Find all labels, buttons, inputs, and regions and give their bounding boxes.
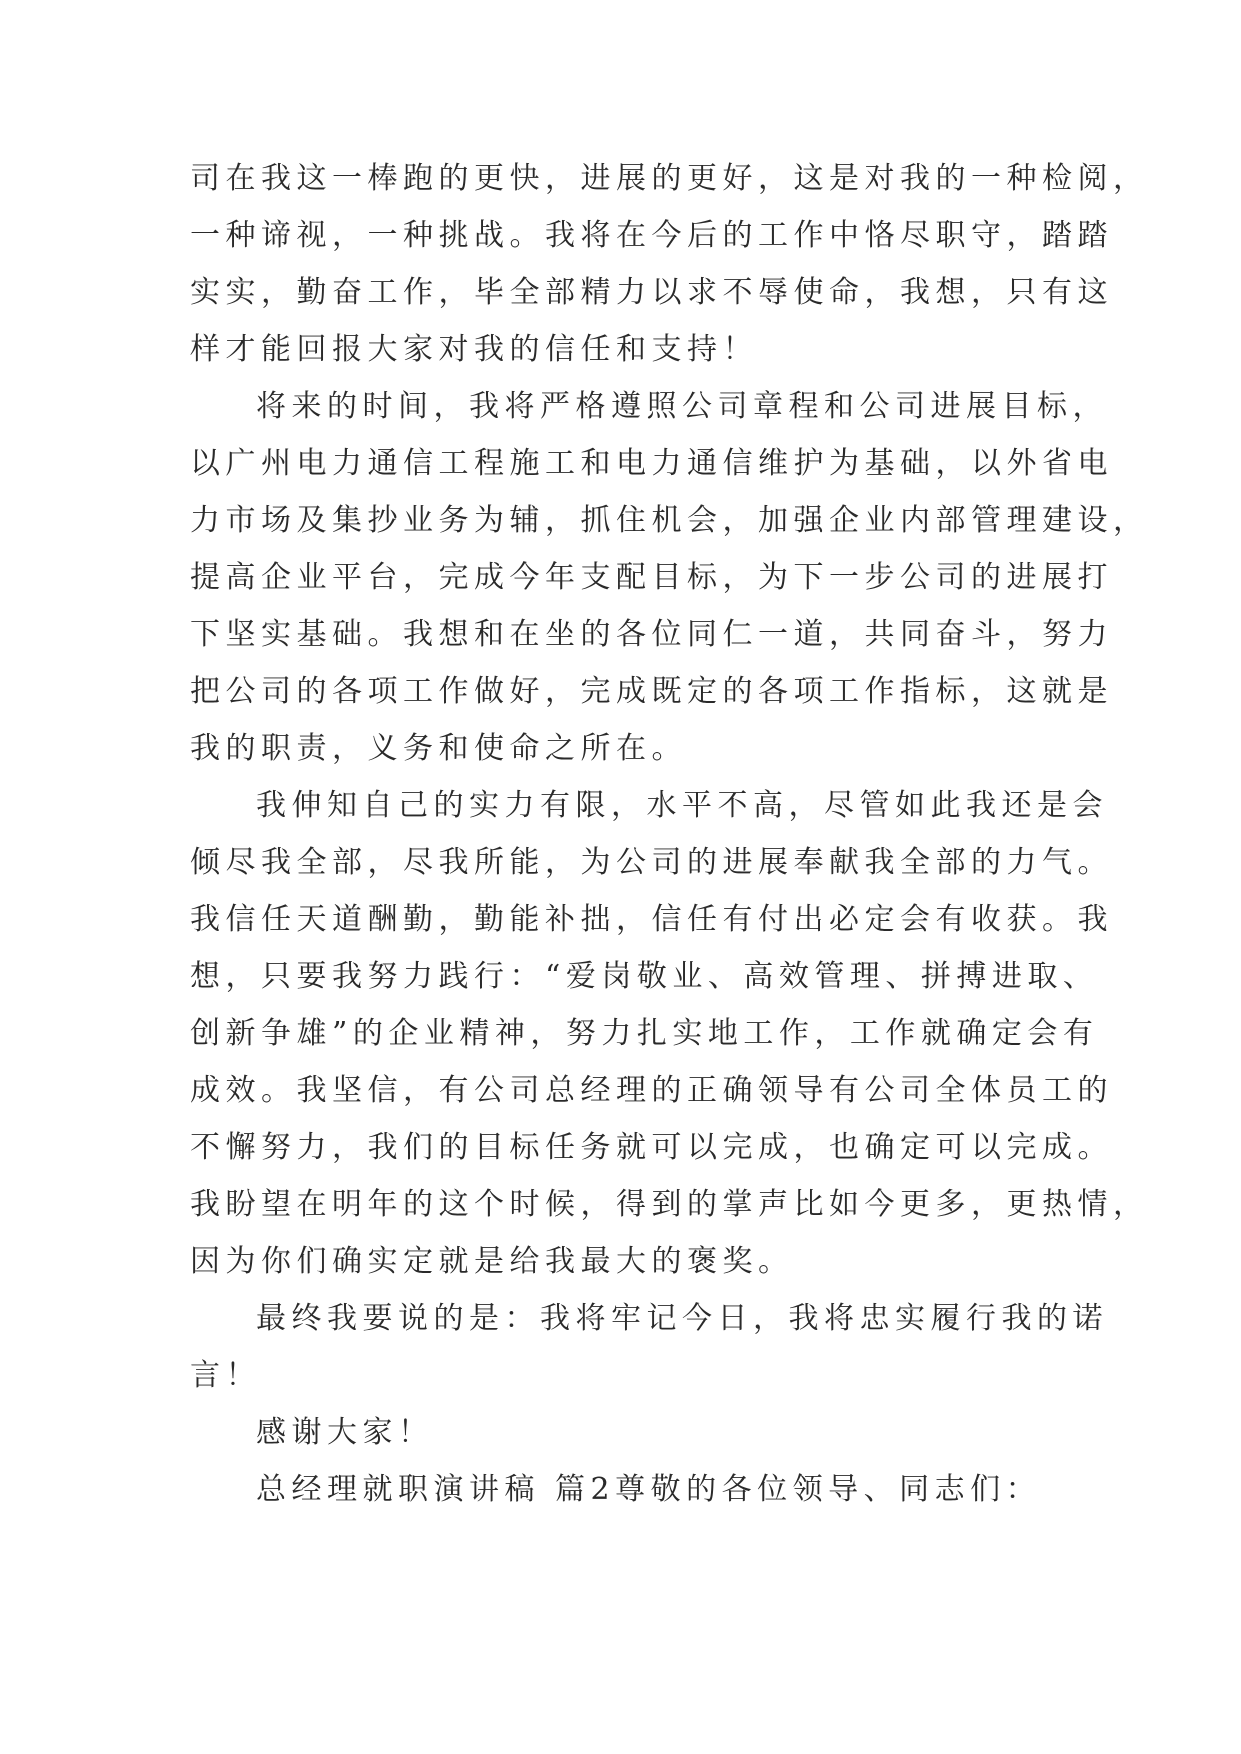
paragraph-start-line: 我伸知自己的实力有限，水平不高，尽管如此我还是会 xyxy=(256,788,1108,823)
text-line: 创新争雄”的企业精神，努力扎实地工作，工作就确定会有 xyxy=(190,1016,1099,1051)
text-line: 力市场及集抄业务为辅，抓住机会，加强企业内部管理建设， xyxy=(190,503,1149,538)
text-line: 我盼望在明年的这个时候，得到的掌声比如今更多，更热情， xyxy=(190,1187,1149,1222)
text-line: 我的职责，义务和使命之所在。 xyxy=(190,731,687,766)
paragraph-start-line: 将来的时间，我将严格遵照公司章程和公司进展目标， xyxy=(256,389,1108,424)
thanks-line: 感谢大家！ xyxy=(256,1415,434,1450)
paragraph-start-line: 最终我要说的是：我将牢记今日，我将忠实履行我的诺 xyxy=(256,1301,1108,1336)
text-line: 提高企业平台，完成今年支配目标，为下一步公司的进展打 xyxy=(190,560,1113,595)
text-line: 因为你们确实定就是给我最大的褒奖。 xyxy=(190,1244,794,1279)
text-line: 倾尽我全部，尽我所能，为公司的进展奉献我全部的力气。 xyxy=(190,845,1113,880)
document-body xyxy=(190,150,1149,1518)
text-line: 不懈努力，我们的目标任务就可以完成，也确定可以完成。 xyxy=(190,1130,1113,1165)
text-line: 言！ xyxy=(190,1358,261,1393)
text-line: 以广州电力通信工程施工和电力通信维护为基础，以外省电 xyxy=(190,446,1113,481)
text-line: 实实，勤奋工作，毕全部精力以求不辱使命，我想，只有这 xyxy=(190,275,1113,310)
text-line: 下坚实基础。我想和在坐的各位同仁一道，共同奋斗，努力 xyxy=(190,617,1113,652)
text-line: 司在我这一棒跑的更快，进展的更好，这是对我的一种检阅， xyxy=(190,161,1149,196)
text-line: 想，只要我努力践行：“爱岗敬业、高效管理、拼搏进取、 xyxy=(190,959,1099,994)
text-line: 样才能回报大家对我的信任和支持！ xyxy=(190,332,758,367)
text-line: 成效。我坚信，有公司总经理的正确领导有公司全体员工的 xyxy=(190,1073,1113,1108)
text-line: 一种谛视，一种挑战。我将在今后的工作中恪尽职守，踏踏 xyxy=(190,218,1113,253)
text-line: 把公司的各项工作做好，完成既定的各项工作指标，这就是 xyxy=(190,674,1113,709)
section-heading-line: 总经理就职演讲稿 篇2尊敬的各位领导、同志们： xyxy=(256,1472,1042,1507)
text-line: 我信任天道酬勤，勤能补拙，信任有付出必定会有收获。我 xyxy=(190,902,1113,937)
